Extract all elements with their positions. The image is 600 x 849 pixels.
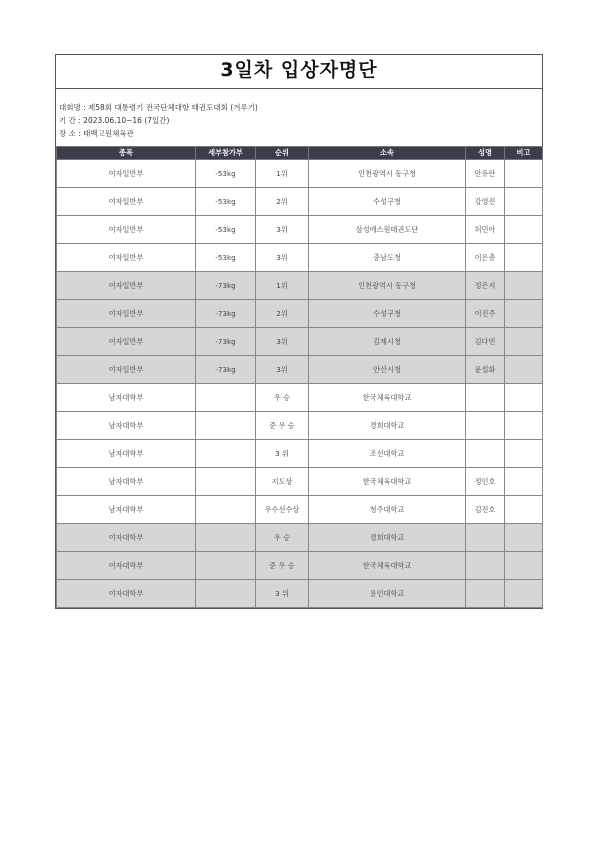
cell-affiliation: 수성구청 xyxy=(309,300,466,328)
cell-category: 여자일반부 xyxy=(57,188,196,216)
cell-rank: 2위 xyxy=(256,188,309,216)
cell-category: 여자일반부 xyxy=(57,216,196,244)
cell-division xyxy=(196,552,256,580)
results-table xyxy=(56,146,543,608)
cell-affiliation: 수성구청 xyxy=(309,188,466,216)
cell-category: 여자일반부 xyxy=(57,328,196,356)
cell-remarks xyxy=(505,356,543,384)
cell-remarks xyxy=(505,552,543,580)
cell-remarks xyxy=(505,328,543,356)
cell-category: 여자대학부 xyxy=(57,524,196,552)
cell-affiliation: 김제시청 xyxy=(309,328,466,356)
cell-name xyxy=(466,440,505,468)
header-name: 성명 xyxy=(466,147,505,160)
header-category: 종목 xyxy=(57,147,196,160)
table-row xyxy=(57,552,543,580)
header-remarks: 비고 xyxy=(505,147,543,160)
cell-name xyxy=(466,412,505,440)
results-sheet xyxy=(55,54,543,609)
cell-rank: 우수선수상 xyxy=(256,496,309,524)
cell-division: -53kg xyxy=(196,160,256,188)
table-row xyxy=(57,300,543,328)
table-row xyxy=(57,160,543,188)
cell-division: -53kg xyxy=(196,188,256,216)
cell-division xyxy=(196,440,256,468)
cell-affiliation: 삼성에스원태권도단 xyxy=(309,216,466,244)
cell-name: 김다빈 xyxy=(466,328,505,356)
cell-rank: 지도상 xyxy=(256,468,309,496)
cell-name: 정인호 xyxy=(466,468,505,496)
table-row xyxy=(57,328,543,356)
cell-remarks xyxy=(505,188,543,216)
cell-affiliation: 경희대학교 xyxy=(309,412,466,440)
cell-name xyxy=(466,524,505,552)
table-row xyxy=(57,188,543,216)
cell-division xyxy=(196,384,256,412)
cell-name: 허민아 xyxy=(466,216,505,244)
cell-name xyxy=(466,384,505,412)
cell-name: 윤설화 xyxy=(466,356,505,384)
cell-remarks xyxy=(505,440,543,468)
cell-category: 남자대학부 xyxy=(57,384,196,412)
cell-division: -73kg xyxy=(196,272,256,300)
cell-affiliation: 청주대학교 xyxy=(309,496,466,524)
cell-category: 남자대학부 xyxy=(57,440,196,468)
cell-division: -53kg xyxy=(196,244,256,272)
cell-rank: 3위 xyxy=(256,216,309,244)
cell-affiliation: 조선대학교 xyxy=(309,440,466,468)
cell-rank: 1위 xyxy=(256,160,309,188)
cell-rank: 준 우 승 xyxy=(256,412,309,440)
event-name: 대회명 : 제58회 대통령기 전국단체대항 태권도대회 (겨루기) xyxy=(59,103,258,112)
table-row xyxy=(57,524,543,552)
table-row xyxy=(57,272,543,300)
cell-rank: 2위 xyxy=(256,300,309,328)
cell-affiliation: 인천광역시 동구청 xyxy=(309,160,466,188)
header-rank: 순위 xyxy=(256,147,309,160)
table-header-row xyxy=(57,147,543,160)
cell-remarks xyxy=(505,272,543,300)
cell-division: -73kg xyxy=(196,328,256,356)
cell-name: 이진주 xyxy=(466,300,505,328)
table-row xyxy=(57,216,543,244)
cell-category: 여자일반부 xyxy=(57,160,196,188)
cell-remarks xyxy=(505,300,543,328)
cell-name: 김진호 xyxy=(466,496,505,524)
cell-category: 여자대학부 xyxy=(57,580,196,608)
cell-division: -53kg xyxy=(196,216,256,244)
event-venue: 장 소 : 태백고원체육관 xyxy=(59,129,134,138)
header-affiliation: 소속 xyxy=(309,147,466,160)
cell-division xyxy=(196,580,256,608)
cell-category: 남자대학부 xyxy=(57,468,196,496)
cell-division xyxy=(196,496,256,524)
cell-rank: 준 우 승 xyxy=(256,552,309,580)
cell-affiliation: 안산시청 xyxy=(309,356,466,384)
cell-affiliation: 용인대학교 xyxy=(309,580,466,608)
cell-name: 이은총 xyxy=(466,244,505,272)
table-row xyxy=(57,440,543,468)
table-row xyxy=(57,356,543,384)
cell-rank: 1위 xyxy=(256,272,309,300)
event-period: 기 간 : 2023.06.10~16 (7일간) xyxy=(59,116,170,125)
cell-rank: 3위 xyxy=(256,356,309,384)
cell-affiliation: 인천광역시 동구청 xyxy=(309,272,466,300)
header-division: 세부참가부 xyxy=(196,147,256,160)
cell-name: 안유란 xyxy=(466,160,505,188)
event-info xyxy=(59,101,258,140)
cell-affiliation: 경희대학교 xyxy=(309,524,466,552)
cell-remarks xyxy=(505,384,543,412)
cell-rank: 우 승 xyxy=(256,524,309,552)
table-row xyxy=(57,496,543,524)
cell-remarks xyxy=(505,580,543,608)
cell-division xyxy=(196,524,256,552)
cell-category: 남자대학부 xyxy=(57,496,196,524)
cell-rank: 3 위 xyxy=(256,580,309,608)
cell-category: 남자대학부 xyxy=(57,412,196,440)
page-title: 3일차 입상자명단 xyxy=(56,55,542,89)
cell-division: -73kg xyxy=(196,356,256,384)
cell-rank: 3위 xyxy=(256,328,309,356)
cell-division: -73kg xyxy=(196,300,256,328)
cell-division xyxy=(196,468,256,496)
cell-name xyxy=(466,552,505,580)
cell-affiliation: 충남도청 xyxy=(309,244,466,272)
cell-remarks xyxy=(505,468,543,496)
cell-category: 여자일반부 xyxy=(57,272,196,300)
cell-affiliation: 한국체육대학교 xyxy=(309,468,466,496)
cell-remarks xyxy=(505,412,543,440)
cell-name xyxy=(466,580,505,608)
cell-remarks xyxy=(505,160,543,188)
table-row xyxy=(57,244,543,272)
table-row xyxy=(57,412,543,440)
cell-rank: 3위 xyxy=(256,244,309,272)
cell-rank: 3 위 xyxy=(256,440,309,468)
cell-category: 여자대학부 xyxy=(57,552,196,580)
cell-division xyxy=(196,412,256,440)
cell-remarks xyxy=(505,524,543,552)
table-row xyxy=(57,384,543,412)
cell-rank: 우 승 xyxy=(256,384,309,412)
cell-category: 여자일반부 xyxy=(57,244,196,272)
cell-remarks xyxy=(505,244,543,272)
cell-name: 정은지 xyxy=(466,272,505,300)
cell-remarks xyxy=(505,216,543,244)
table-row xyxy=(57,468,543,496)
cell-category: 여자일반부 xyxy=(57,356,196,384)
cell-category: 여자일반부 xyxy=(57,300,196,328)
cell-name: 강영진 xyxy=(466,188,505,216)
table-row xyxy=(57,580,543,608)
cell-affiliation: 한국체육대학교 xyxy=(309,384,466,412)
cell-remarks xyxy=(505,496,543,524)
cell-affiliation: 한국체육대학교 xyxy=(309,552,466,580)
